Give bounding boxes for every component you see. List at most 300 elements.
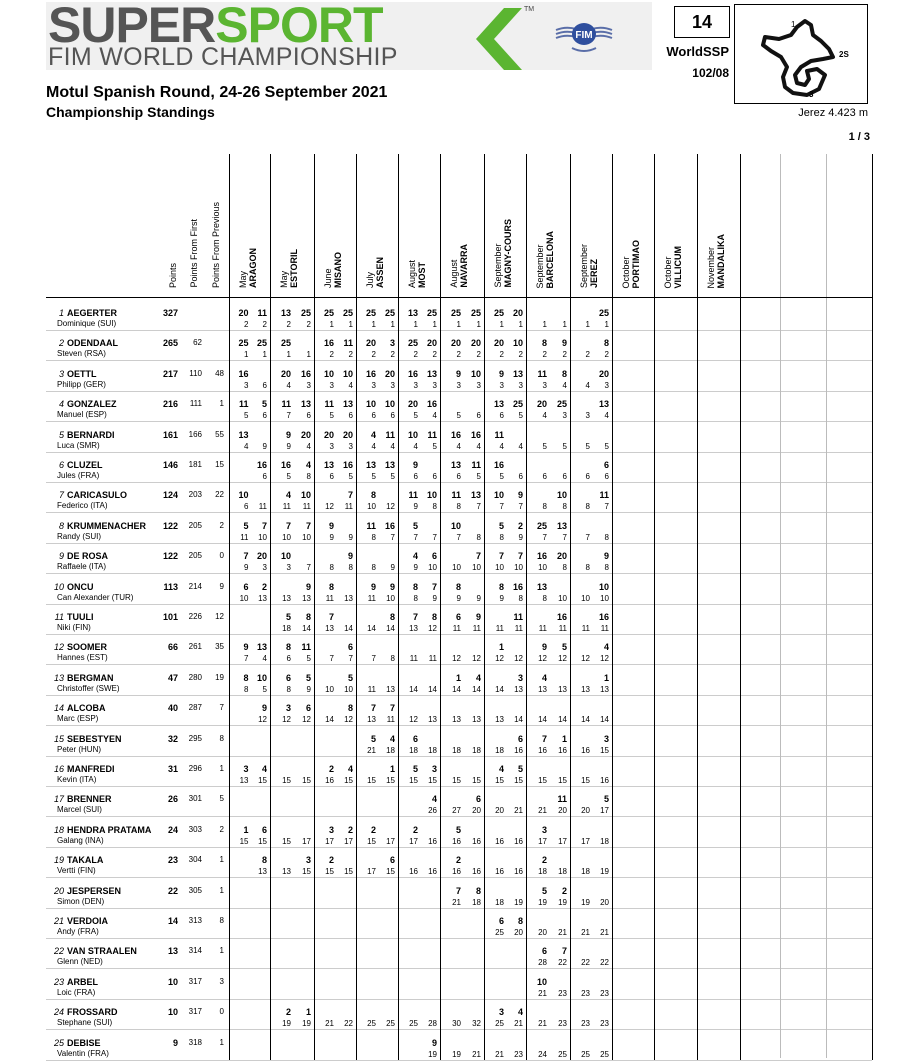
standing-position: 6 [432,472,437,481]
rider-surname: TAKALA [67,855,104,866]
points-from-first: 110 [189,368,202,378]
standing-position: 17 [409,836,418,846]
standing-position: 18 [495,745,504,755]
table-row [46,1030,872,1061]
standing-position: 1 [542,320,547,329]
rider-first-name: Philipp (GER) [57,379,106,389]
standing-position: 24 [538,1049,547,1059]
standing-position: 13 [581,684,590,694]
race-points: 16 [323,338,334,349]
rider-position: 19 [53,855,64,866]
column-divider [826,154,827,1058]
standing-position: 2 [390,350,395,360]
race-points: 25 [280,338,291,349]
standing-position: 5 [562,441,567,451]
standing-position: 10 [514,563,523,573]
race-points: 7 [328,612,334,622]
standing-position: 16 [325,776,334,785]
standing-position: 5 [585,441,590,451]
race-points: 20 [384,368,395,379]
rider-position: 11 [54,612,64,622]
race-points: 6 [261,824,267,835]
race-points: 20 [493,338,504,349]
race-points: 8 [328,581,334,592]
column-divider [654,154,655,1060]
race-points: 10 [450,520,461,531]
standing-position: 8 [286,684,291,694]
standing-position: 13 [344,593,353,603]
standing-position: 23 [514,1049,523,1059]
standing-position: 14 [538,715,547,725]
rider-points: 22 [167,885,178,896]
standing-position: 9 [518,532,523,542]
standing-position: 19 [428,1049,437,1059]
round-header-most [407,260,427,288]
race-points: 3 [285,703,291,714]
race-points: 3 [305,855,311,866]
race-points: 7 [389,703,395,714]
standing-position: 15 [282,836,291,846]
rider-points: 265 [162,338,178,349]
rider-first-name: Glenn (NED) [57,957,103,967]
rider-points: 13 [167,946,178,957]
race-points: 7 [305,520,311,531]
column-divider [229,154,230,1060]
standing-position: 12 [409,715,418,725]
race-points: 11 [408,490,418,501]
rider-points: 327 [162,308,178,318]
standing-position: 11 [581,624,590,633]
race-points: 7 [243,551,249,562]
race-points: 13 [280,308,291,318]
standing-position: 26 [428,806,437,816]
column-divider [697,154,698,1060]
race-points: 9 [455,368,461,379]
race-points: 7 [412,612,418,622]
standing-position: 12 [302,715,311,725]
rider-surname: DE ROSA [67,551,109,562]
standing-position: 22 [581,958,590,968]
standing-position: 4 [244,441,249,451]
points-from-previous: 0 [219,1007,224,1017]
standing-position: 10 [344,684,353,694]
points-from-previous: 8 [219,733,224,743]
standing-position: 15 [282,776,291,785]
points-from-previous: 19 [215,672,224,682]
race-points: 25 [556,399,567,410]
race-points: 13 [493,399,504,410]
race-points: 8 [475,885,481,896]
standing-position: 13 [558,684,567,694]
race-points: 4 [498,764,504,774]
race-points: 7 [347,490,353,501]
standing-position: 2 [499,350,504,360]
points-from-previous: 2 [219,824,224,834]
standing-position: 14 [344,624,353,633]
standing-position: 6 [542,472,547,481]
standing-position: 9 [348,532,353,542]
standing-position: 3 [348,441,353,451]
points-from-first: 261 [188,642,202,652]
race-points: 3 [243,764,249,774]
round-header-aragon [238,248,258,288]
standing-position: 9 [286,441,291,451]
standing-position: 6 [262,472,267,481]
race-points: 25 [365,308,376,318]
standing-position: 13 [367,715,376,725]
race-points: 5 [412,520,418,531]
race-points: 7 [561,946,567,957]
race-points: 7 [475,551,481,562]
standing-position: 11 [495,624,504,633]
race-points: 1 [455,672,461,683]
rider-points: 122 [162,551,178,562]
round-name: PORTIMAO [631,239,641,288]
standing-position: 4 [562,380,567,390]
standing-position: 17 [386,836,395,846]
race-points: 7 [370,703,376,714]
standing-position: 7 [329,654,334,664]
race-points: 5 [517,764,523,774]
rider-surname: CLUZEL [67,460,103,470]
points-from-previous: 5 [219,794,224,804]
race-points: 9 [389,581,395,592]
race-points: 20 [598,368,609,379]
points-from-first: 205 [188,520,202,530]
standing-position: 18 [472,745,481,755]
standing-position: 15 [514,776,523,785]
race-points: 5 [498,520,504,531]
standing-position: 1 [329,320,334,329]
rider-surname: TUULI [67,612,94,622]
rider-first-name: Simon (DEN) [57,896,105,906]
standing-position: 21 [514,806,523,816]
column-divider [270,154,271,1060]
standing-position: 7 [518,502,523,512]
standing-position: 3 [562,411,567,421]
standing-position: 8 [476,532,481,542]
rider-position: 25 [53,1037,64,1048]
page-subtitle: Championship Standings [46,104,215,120]
standing-position: 22 [344,1019,353,1029]
race-points: 5 [561,642,567,653]
points-from-first: 295 [188,733,202,743]
standing-position: 20 [600,897,609,907]
race-points: 9 [517,490,523,501]
race-points: 11 [366,520,376,531]
standing-position: 2 [585,350,590,360]
points-from-previous: 12 [215,612,224,621]
track-map [734,4,868,104]
standing-position: 11 [344,502,353,512]
standing-position: 18 [452,745,461,755]
race-points: 13 [342,399,353,410]
race-points: 10 [300,490,311,501]
standing-position: 6 [456,472,461,481]
race-points: 20 [323,429,334,440]
standing-position: 9 [476,593,481,603]
table-row [46,786,872,817]
race-points: 4 [412,551,418,562]
rider-position: 3 [58,368,64,379]
race-points: 9 [475,612,481,622]
round-month: July [365,271,375,288]
fim-logo-text: FIM [575,30,593,41]
standing-position: 17 [325,836,334,846]
standing-position: 13 [409,624,418,633]
standing-position: 16 [514,867,523,877]
points-from-first: 305 [188,885,202,895]
column-header-points: Points [168,262,178,288]
column-divider [740,154,741,1060]
race-points: 10 [256,672,267,683]
rider-position: 12 [53,642,64,653]
table-row [46,969,872,1000]
standing-position: 4 [390,441,395,451]
rider-surname: FROSSARD [67,1007,118,1018]
standing-position: 15 [302,867,311,877]
points-from-previous: 0 [219,551,224,561]
race-points: 10 [556,490,567,501]
race-points: 1 [243,824,249,835]
standing-position: 20 [514,928,523,937]
race-points: 3 [431,764,437,774]
standing-position: 8 [371,532,376,542]
race-points: 8 [603,338,609,349]
standing-position: 12 [514,654,523,664]
standing-position: 4 [604,411,609,421]
standing-position: 25 [600,1049,609,1059]
race-points: 8 [561,368,567,379]
standing-position: 17 [600,806,609,816]
race-points: 9 [431,1037,437,1048]
standing-position: 21 [452,897,461,907]
points-from-first: 111 [189,399,202,409]
race-points: 13 [536,581,547,592]
race-points: 6 [389,855,395,866]
standing-position: 6 [286,654,291,664]
race-points: 25 [450,308,461,318]
standing-position: 8 [542,593,547,603]
standing-position: 15 [386,867,395,877]
standing-position: 7 [306,563,311,573]
standing-position: 7 [413,532,418,542]
race-points: 9 [328,520,334,531]
race-points: 11 [599,490,609,501]
rider-first-name: Manuel (ESP) [57,410,107,420]
standing-position: 25 [558,1049,567,1059]
logo-chevron-icon [474,8,522,70]
standing-position: 15 [558,776,567,785]
race-points: 20 [512,308,523,318]
rider-points: 40 [167,703,178,714]
standing-position: 6 [390,411,395,421]
standing-position: 28 [428,1019,437,1029]
race-points: 16 [426,399,437,410]
rider-first-name: Can Alexander (TUR) [57,592,134,602]
race-points: 6 [285,672,291,683]
race-points: 9 [541,642,547,653]
standing-position: 12 [452,654,461,664]
standing-position: 15 [302,776,311,785]
points-from-previous: 35 [215,642,224,652]
standing-position: 6 [518,472,523,481]
standing-position: 2 [542,350,547,360]
race-points: 7 [498,551,504,562]
standing-position: 7 [542,532,547,542]
race-points: 16 [598,612,609,622]
rider-surname: ALCOBA [67,703,106,714]
standing-position: 4 [585,380,590,390]
standing-position: 7 [348,654,353,664]
race-points: 5 [412,764,418,774]
standing-position: 1 [562,320,567,329]
standing-position: 5 [518,411,523,421]
race-points: 1 [561,733,567,744]
points-from-first: 166 [188,429,202,439]
standing-position: 9 [432,593,437,603]
table-row [46,695,872,726]
standing-position: 8 [585,502,590,512]
standing-position: 13 [282,867,291,877]
race-points: 25 [493,308,504,318]
standing-position: 7 [432,532,437,542]
table-row [46,847,872,878]
rider-first-name: Christoffer (SWE) [57,683,120,693]
standing-position: 1 [390,320,395,329]
race-points: 6 [412,733,418,744]
standing-position: 3 [306,380,311,390]
race-points: 25 [598,308,609,318]
round-header-villicum [663,246,683,289]
standing-position: 18 [386,745,395,755]
race-points: 8 [389,612,395,622]
standing-position: 4 [456,441,461,451]
standing-position: 14 [409,684,418,694]
race-points: 16 [384,520,395,531]
standing-position: 1 [432,320,437,329]
race-points: 2 [561,885,567,896]
track-turn-1: 1 [791,20,796,29]
rider-surname: AEGERTER [67,308,118,318]
standing-position: 10 [558,593,567,603]
standing-position: 8 [390,654,395,664]
rider-position: 20 [53,885,64,896]
standing-position: 13 [282,593,291,603]
race-points: 1 [305,1007,311,1018]
rider-first-name: Niki (FIN) [57,623,91,632]
column-divider [612,154,613,1060]
race-points: 3 [603,733,609,744]
rider-position: 10 [53,581,64,592]
standing-position: 7 [562,532,567,542]
race-points: 5 [603,794,609,805]
standing-position: 6 [348,411,353,421]
race-points: 5 [261,399,267,410]
rider-position: 4 [58,399,64,410]
rider-first-name: Marcel (SUI) [57,805,102,815]
standing-position: 15 [258,836,267,846]
standing-position: 12 [581,654,590,664]
standing-position: 9 [262,441,267,451]
standing-position: 1 [476,320,481,329]
round-name: JEREZ [589,258,599,288]
race-points: 2 [328,764,334,774]
standing-position: 4 [518,441,523,451]
race-points: 9 [305,581,311,592]
race-points: 16 [300,368,311,379]
standing-position: 8 [348,563,353,573]
standing-position: 15 [428,776,437,785]
table-row [46,756,872,787]
standing-position: 22 [600,958,609,968]
standing-position: 5 [371,472,376,481]
race-points: 20 [536,399,547,410]
race-points: 4 [541,672,547,683]
standing-position: 3 [542,380,547,390]
points-from-first: 313 [188,916,202,925]
race-points: 6 [517,733,523,744]
standing-position: 10 [600,593,609,603]
race-points: 11 [471,460,481,470]
points-from-first: 303 [188,824,202,834]
column-divider [484,154,485,1060]
standing-position: 3 [518,380,523,390]
points-from-previous: 22 [215,490,224,500]
rider-points: 14 [167,916,178,926]
standing-position: 6 [262,380,267,390]
standing-position: 5 [244,411,249,421]
standing-position: 9 [390,563,395,573]
race-points: 7 [431,581,437,592]
standing-position: 1 [371,320,376,329]
rider-points: 32 [167,733,178,744]
standing-position: 3 [371,380,376,390]
standing-position: 15 [409,776,418,785]
race-points: 4 [305,460,311,470]
race-points: 11 [238,399,249,410]
round-month: September [579,243,589,288]
rider-surname: OETTL [67,368,97,379]
rider-points: 47 [167,672,178,683]
standing-position: 11 [558,624,567,633]
race-points: 20 [280,368,291,379]
race-points: 6 [305,703,311,714]
points-from-previous: 48 [215,368,224,378]
race-points: 25 [238,338,249,349]
standing-position: 10 [367,502,376,512]
standing-position: 25 [386,1019,395,1029]
standing-position: 11 [282,502,291,512]
race-points: 3 [517,672,523,683]
column-divider [398,154,399,1060]
standing-position: 13 [428,715,437,725]
standing-position: 11 [258,502,267,512]
race-points: 1 [498,642,504,653]
race-points: 11 [494,429,504,440]
table-row [46,482,872,513]
standing-position: 2 [244,320,249,329]
standing-position: 5 [286,472,291,481]
standing-position: 4 [413,441,418,451]
standing-position: 16 [538,745,547,755]
rider-surname: BERGMAN [67,672,114,683]
supersport-logo [46,2,652,70]
standing-position: 18 [600,836,609,846]
race-points: 11 [257,308,267,318]
rider-first-name: Jules (FRA) [57,471,100,480]
race-points: 2 [347,824,353,835]
